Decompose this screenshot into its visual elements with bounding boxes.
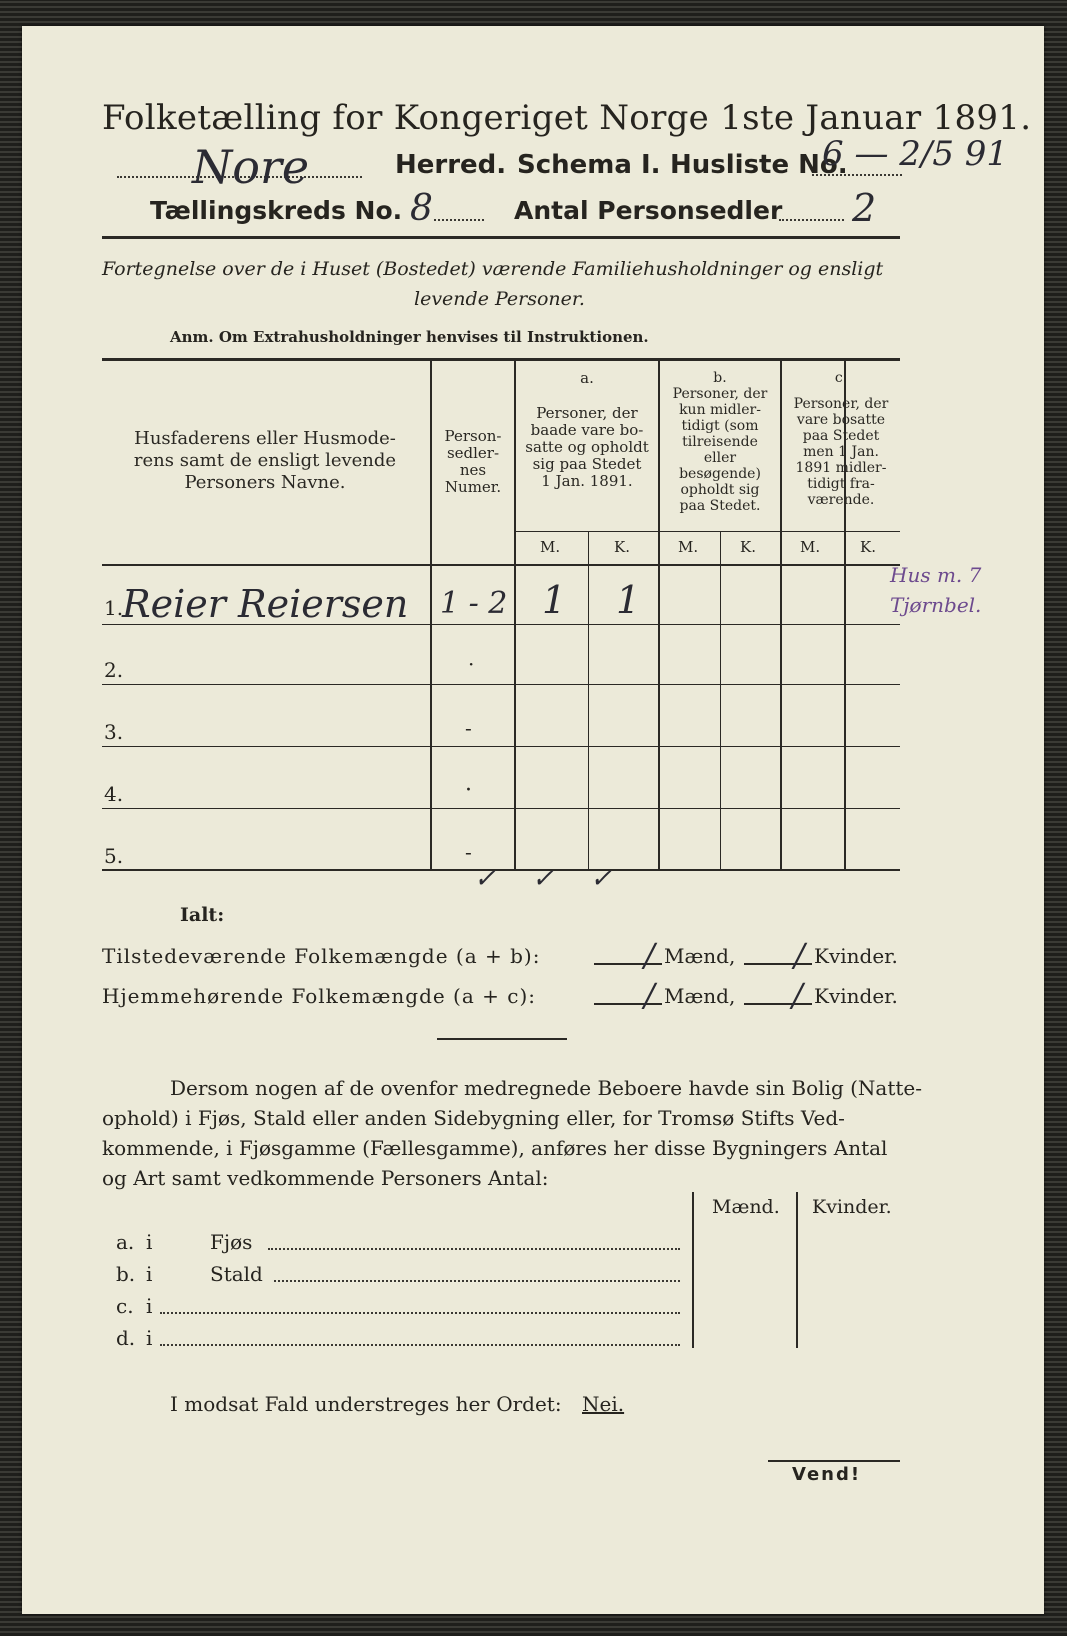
husliste-label: Husliste No. <box>670 150 848 180</box>
antal-label: Antal Personsedler <box>514 196 783 225</box>
row-1-a-m: 1 <box>542 578 567 622</box>
row-1-num: 1 - 2 <box>440 586 508 621</box>
row-rule-2 <box>102 684 900 685</box>
vend-label: Vend! <box>792 1464 862 1485</box>
b-m-label: M. <box>678 538 699 556</box>
building-a-label: Fjøs <box>210 1230 253 1254</box>
row-rule-3 <box>102 746 900 747</box>
col-name-header: Husfaderens eller Husmode- rens samt de ensligt levende Personers Navne. <box>133 428 397 493</box>
kreds-label: Tællingskreds No. <box>150 196 403 225</box>
herred-handwritten: Nore <box>192 140 310 194</box>
c-k-label: K. <box>860 538 876 556</box>
hjemme-m-value: / <box>644 976 655 1014</box>
a-m-label: M. <box>540 538 561 556</box>
buildings-col-maend: Mænd. <box>712 1196 780 1218</box>
c-m-label: M. <box>800 538 821 556</box>
row-3-number: 3. <box>104 720 124 744</box>
schema-label: Schema I. <box>517 150 661 180</box>
building-d-i: i <box>146 1326 153 1350</box>
col-num-header: Person- sedler- nes Numer. <box>444 427 502 496</box>
col-a-header: a. Personer, der baade vare bo- satte og opholdt sig paa Stedet 1 Jan. 1891. <box>525 369 649 490</box>
form-title: Folketælling for Kongeriget Norge 1ste Januar 1891. <box>102 98 1032 138</box>
building-a-letter: a. <box>116 1230 135 1254</box>
col-c-header: c. Personer, der vare bosatte paa Stedet men 1 Jan. 1891 midler- tidigt fra- værende. <box>793 370 889 508</box>
anm-note: Anm. Om Extrahusholdninger henvises til Instruktionen. <box>170 328 649 346</box>
building-b-dots <box>274 1280 680 1282</box>
paragraph-line-2: ophold) i Fjøs, Stald eller anden Sidebygning eller, for Tromsø Stifts Ved- <box>102 1106 845 1130</box>
mk-top-rule <box>516 531 900 532</box>
intro-line-1: Fortegnelse over de i Huset (Bostedet) værende Familiehusholdninger og ensligt <box>102 258 884 280</box>
tilstede-kvinder-label: Kvinder. <box>814 944 898 968</box>
paragraph-line-3: kommende, i Fjøsgamme (Fællesgamme), anføres her disse Bygningers Antal <box>102 1136 888 1160</box>
row-3-num: - <box>465 716 472 740</box>
row-2-num: · <box>468 652 475 676</box>
buildings-divider-2 <box>796 1192 798 1348</box>
separator-rule <box>437 1038 567 1040</box>
kreds-dotted-line <box>434 219 484 221</box>
header-rule <box>102 236 900 239</box>
ialt-label: Ialt: <box>180 904 225 926</box>
building-c-letter: c. <box>116 1294 134 1318</box>
tilstede-m-value: / <box>644 936 655 974</box>
husliste-dotted-line <box>812 174 902 176</box>
buildings-col-kvinder: Kvinder. <box>812 1196 892 1218</box>
building-c-dots <box>160 1312 680 1314</box>
col-divider-a-mk <box>588 531 589 869</box>
col-divider-b-mk <box>720 531 721 869</box>
modsat-text: I modsat Fald understreges her Ordet: <box>170 1392 562 1416</box>
row-1-a-k: 1 <box>616 578 641 622</box>
building-c-i: i <box>146 1294 153 1318</box>
row-4-number: 4. <box>104 782 124 806</box>
building-b-label: Stald <box>210 1262 263 1286</box>
row-1-margin-note: Hus m. 7 Tjørnbel. <box>890 563 982 617</box>
herred-label: Herred. <box>395 150 507 180</box>
row-1-number: 1. <box>104 596 124 620</box>
census-form-sheet <box>22 26 1044 1614</box>
row-2-number: 2. <box>104 658 124 682</box>
a-k-label: K. <box>614 538 630 556</box>
row-1-name: Reier Reiersen <box>122 582 409 626</box>
tilstede-label: Tilstedeværende Folkemængde (a + b): <box>102 944 541 968</box>
nei-word: Nei. <box>582 1392 625 1416</box>
hjemme-kvinder-label: Kvinder. <box>814 984 898 1008</box>
tilstede-maend-label: Mænd, <box>664 944 736 968</box>
building-d-letter: d. <box>116 1326 136 1350</box>
tilstede-k-value: / <box>794 936 805 974</box>
building-b-letter: b. <box>116 1262 136 1286</box>
hjemme-maend-label: Mænd, <box>664 984 736 1008</box>
row-4-num: · <box>465 778 472 803</box>
antal-dotted-line <box>779 219 844 221</box>
kreds-value: 8 <box>410 188 433 229</box>
building-b-i: i <box>146 1262 153 1286</box>
intro-line-2: levende Personer. <box>414 288 585 310</box>
hjemme-k-value: / <box>792 976 803 1014</box>
antal-value: 2 <box>852 186 877 230</box>
paragraph-line-4: og Art samt vedkommende Personers Antal: <box>102 1166 549 1190</box>
husliste-value: 6 — 2/5 91 <box>822 134 1009 174</box>
building-a-dots <box>268 1248 680 1250</box>
building-d-dots <box>160 1344 680 1346</box>
row-5-num: - <box>465 840 472 864</box>
b-k-label: K. <box>740 538 756 556</box>
building-a-i: i <box>146 1230 153 1254</box>
paragraph-line-1: Dersom nogen af de ovenfor medregnede Beboere havde sin Bolig (Natte- <box>170 1076 923 1100</box>
row-5-number: 5. <box>104 844 124 868</box>
hjemme-label: Hjemmehørende Folkemængde (a + c): <box>102 984 536 1008</box>
buildings-divider-1 <box>692 1192 694 1348</box>
check-marks: ✓ ✓ ✓ <box>474 864 626 894</box>
row-rule-4 <box>102 808 900 809</box>
col-b-header: b. Personer, der kun midler- tidigt (som tilreisende eller besøgende) opholdt sig paa Stedet. <box>672 370 768 514</box>
vend-rule <box>768 1460 900 1462</box>
